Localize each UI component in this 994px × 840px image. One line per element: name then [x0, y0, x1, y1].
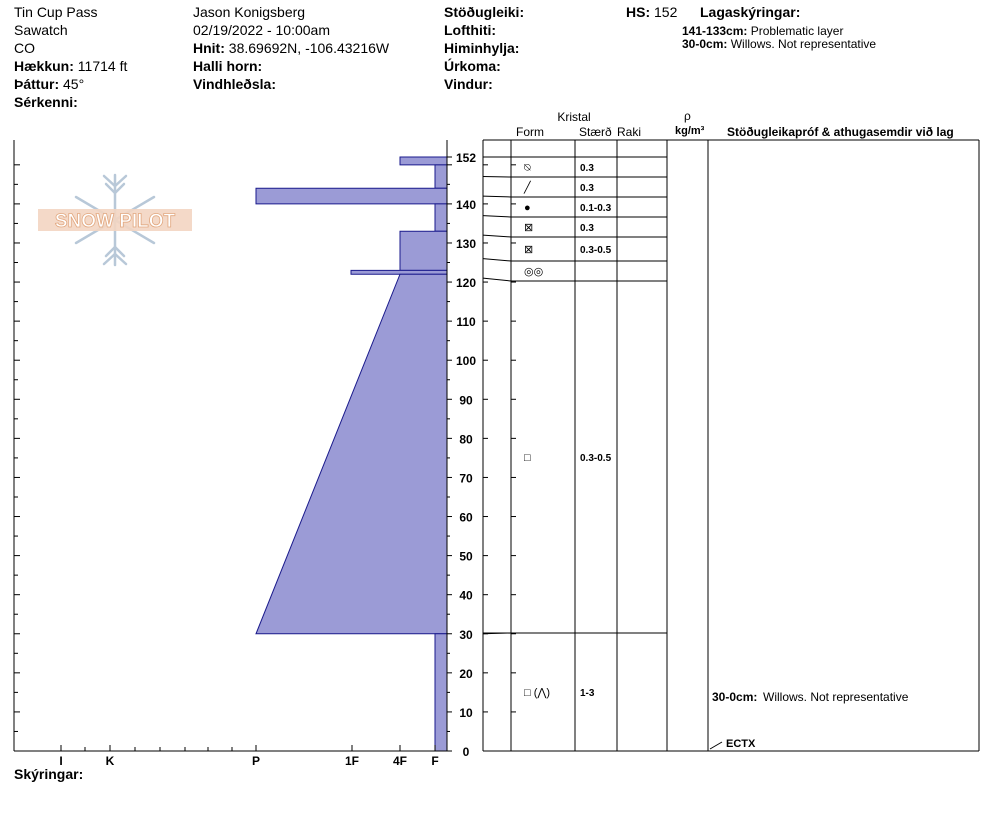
layer-form-icon: □ (⋀): [524, 687, 551, 699]
layer-connector: [483, 235, 511, 237]
air-temp-label: Lofthiti:: [444, 22, 497, 38]
mountain-range: Sawatch: [14, 22, 68, 38]
elevation-value: 11714 ft: [77, 58, 128, 74]
depth-label-130: 130: [455, 236, 477, 251]
ectx-label: ECTX: [726, 738, 756, 750]
depth-axis: [447, 151, 476, 759]
hardness-bar-5: [351, 270, 447, 274]
observer-name: Jason Konigsberg: [193, 4, 306, 20]
depth-label-90: 90: [459, 393, 473, 408]
comment-text: Willows. Not representative: [763, 690, 909, 704]
density-unit-header: kg/m³: [675, 125, 705, 137]
layer-form-icon: ◎◎: [524, 266, 544, 278]
layer-size: 0.3-0.5: [580, 453, 612, 464]
layer-size: 1-3: [580, 688, 595, 699]
observation-datetime: 02/19/2022 - 10:00am: [193, 22, 330, 38]
hardness-label-1F: 1F: [344, 754, 360, 768]
hardness-bar-1: [435, 165, 447, 188]
hardness-label-F: F: [431, 754, 439, 768]
depth-label-10: 10: [459, 705, 473, 720]
layer-form-icon: ⊠: [524, 244, 534, 256]
layer-size: 0.3-0.5: [580, 245, 612, 256]
features-label: Sérkenni:: [14, 94, 78, 110]
depth-label-60: 60: [459, 510, 473, 525]
layer-connector: [483, 196, 511, 197]
depth-label-80: 80: [459, 432, 473, 447]
hardness-label-K: K: [105, 754, 115, 768]
size-header: Stærð: [579, 125, 612, 139]
hardness-label-4F: 4F: [392, 754, 408, 768]
hardness-profile: [256, 157, 447, 751]
layer-form-icon: ╱: [524, 182, 531, 194]
state: CO: [14, 40, 35, 56]
layer-notes-title: Lagaskýringar:: [700, 4, 801, 20]
layer-size: 0.3: [580, 183, 594, 194]
left-tick-marks: [14, 165, 20, 751]
hardness-bar-7: [435, 634, 447, 751]
aspect-value: 45°: [63, 76, 85, 92]
location-name: Tin Cup Pass: [14, 4, 98, 20]
depth-label-100: 100: [455, 354, 477, 369]
layer-note-text: Willows. Not representative: [730, 37, 877, 51]
ectx-arrow: [710, 742, 722, 749]
coordinates-label: Hnit:: [193, 40, 225, 56]
rho-header: ρ: [684, 109, 691, 123]
hs-label: HS:: [626, 4, 651, 20]
layer-form-icon: ●: [524, 202, 531, 214]
hardness-label-I: I: [59, 754, 63, 768]
moisture-header: Raki: [617, 125, 642, 139]
hardness-scale-labels: [59, 745, 438, 768]
layer-form-icon: □: [524, 452, 531, 464]
form-header: Form: [516, 125, 544, 139]
slope-angle-label: Halli horn:: [193, 58, 263, 74]
aspect-label: Þáttur:: [14, 76, 60, 92]
sky-cover-label: Himinhylja:: [444, 40, 520, 56]
hardness-label-P: P: [251, 754, 261, 768]
comment-range: 30-0cm:: [712, 690, 758, 704]
layer-connector: [483, 278, 511, 281]
layer-size: 0.3: [580, 223, 594, 234]
precipitation-label: Úrkoma:: [444, 58, 501, 74]
depth-label-152: 152: [455, 151, 477, 165]
hs-value: 152: [654, 4, 678, 20]
depth-label-40: 40: [459, 588, 473, 603]
wind-loading-label: Vindhleðsla:: [193, 76, 276, 92]
layer-table-frame: [483, 140, 979, 751]
layer-note-range: 141-133cm:: [682, 24, 748, 38]
depth-label-30: 30: [459, 627, 473, 642]
hardness-bar-6: [256, 274, 447, 634]
layer-form-icon: ⊠: [524, 222, 534, 234]
comment-30-0: [712, 690, 909, 704]
crystal-header: Kristal: [557, 110, 591, 124]
depth-label-110: 110: [456, 315, 476, 330]
layer-row-7: [483, 633, 595, 699]
notes-label: Skýringar:: [14, 766, 84, 782]
depth-label-140: 140: [455, 197, 477, 212]
hardness-bar-0: [400, 157, 447, 165]
depth-label-70: 70: [459, 471, 473, 486]
layer-connector: [483, 216, 511, 217]
layer-note-range: 30-0cm:: [682, 37, 728, 51]
layer-note-text: Problematic layer: [750, 24, 844, 38]
hardness-bar-4: [400, 231, 447, 270]
stability-comments-header: Stöðugleikapróf & athugasemdir við lag: [727, 125, 954, 139]
depth-label-50: 50: [459, 549, 473, 564]
ectx-marker: [710, 738, 756, 750]
layer-connector: [483, 259, 511, 261]
elevation-label: Hækkun:: [14, 58, 74, 74]
coordinates-value: 38.69692N, -106.43216W: [228, 40, 390, 56]
wind-label: Vindur:: [444, 76, 493, 92]
layer-size: 0.3: [580, 163, 594, 174]
stability-label: Stöðugleiki:: [444, 4, 525, 20]
layer-form-icon: ⍉: [524, 162, 531, 174]
depth-label-120: 120: [455, 276, 477, 291]
depth-label-0: 0: [462, 745, 470, 759]
hardness-bar-3: [435, 204, 447, 231]
snowpilot-logo: [38, 175, 192, 265]
layer-size: 0.1-0.3: [580, 203, 612, 214]
hardness-bar-2: [256, 188, 447, 204]
logo-text: SNOW PILOT: [54, 211, 176, 232]
depth-label-20: 20: [459, 666, 473, 681]
